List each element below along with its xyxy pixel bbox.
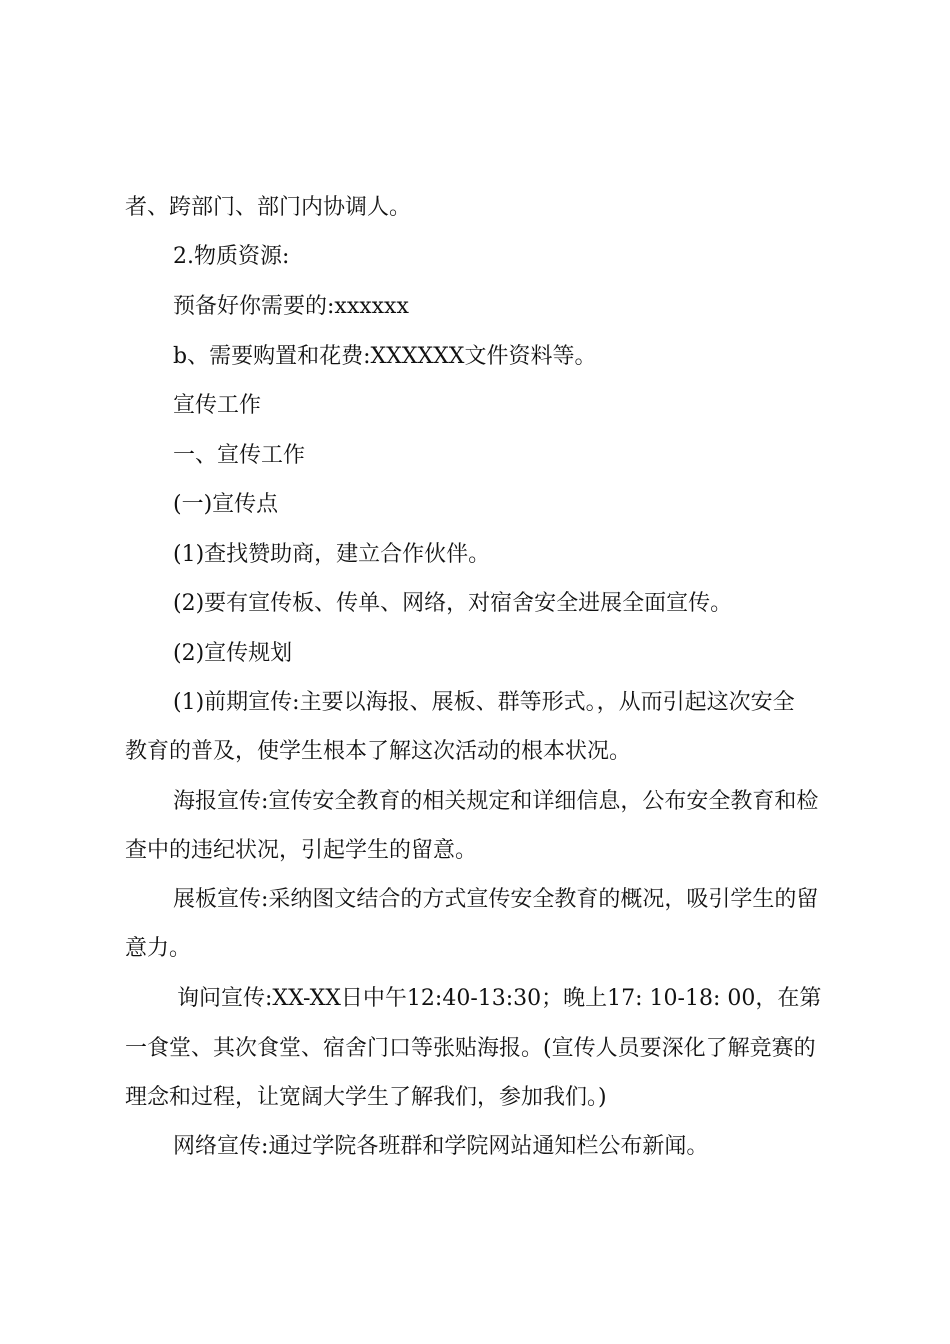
text-line-inquiry-publicity: 询问宣传:XX-XX日中午12:40-13:30；晚上17: 10-18: 00，在第 (177, 986, 822, 1011)
text-line-publicity-boards: (2)要有宣传板、传单、网络，对宿舍安全进展全面宣传。 (173, 591, 733, 616)
text-line-early-publicity-cont: 教育的普及，使学生根本了解这次活动的根本状况。 (125, 739, 632, 764)
subheading-publicity-points: (一)宣传点 (173, 492, 279, 517)
text-line-continuation: 者、跨部门、部门内协调人。 (125, 195, 412, 220)
text-line-board-publicity-cont: 意力。 (125, 936, 192, 961)
text-line-network-publicity: 网络宣传:通过学院各班群和学院网站通知栏公布新闻。 (173, 1134, 709, 1159)
section-heading-publicity-1: 一、宣传工作 (173, 443, 306, 468)
section-heading-publicity: 宣传工作 (173, 393, 262, 418)
text-line-poster-publicity-cont: 查中的违纪状况，引起学生的留意。 (125, 838, 478, 863)
subheading-publicity-plan: (2)宣传规划 (173, 641, 293, 666)
text-line-early-publicity: (1)前期宣传:主要以海报、展板、群等形式。，从而引起这次安全 (173, 690, 795, 715)
text-line-poster-publicity: 海报宣传:宣传安全教育的相关规定和详细信息，公布安全教育和检 (173, 789, 819, 814)
text-line-material-resources: 2.物质资源: (173, 244, 290, 269)
text-line-sponsors: (1)查找赞助商，建立合作伙伴。 (173, 542, 491, 567)
text-line-inquiry-publicity-cont-1: 一食堂、其次食堂、宿舍门口等张贴海报。(宣传人员要深化了解竞赛的 (125, 1036, 816, 1061)
text-line-prepare: 预备好你需要的:xxxxxx (173, 294, 409, 319)
text-line-purchase: b、需要购置和花费:XXXXXX文件资料等。 (173, 344, 597, 369)
text-line-board-publicity: 展板宣传:采纳图文结合的方式宣传安全教育的概况，吸引学生的留 (173, 887, 819, 912)
text-line-inquiry-publicity-cont-2: 理念和过程，让宽阔大学生了解我们，参加我们。) (125, 1085, 607, 1110)
